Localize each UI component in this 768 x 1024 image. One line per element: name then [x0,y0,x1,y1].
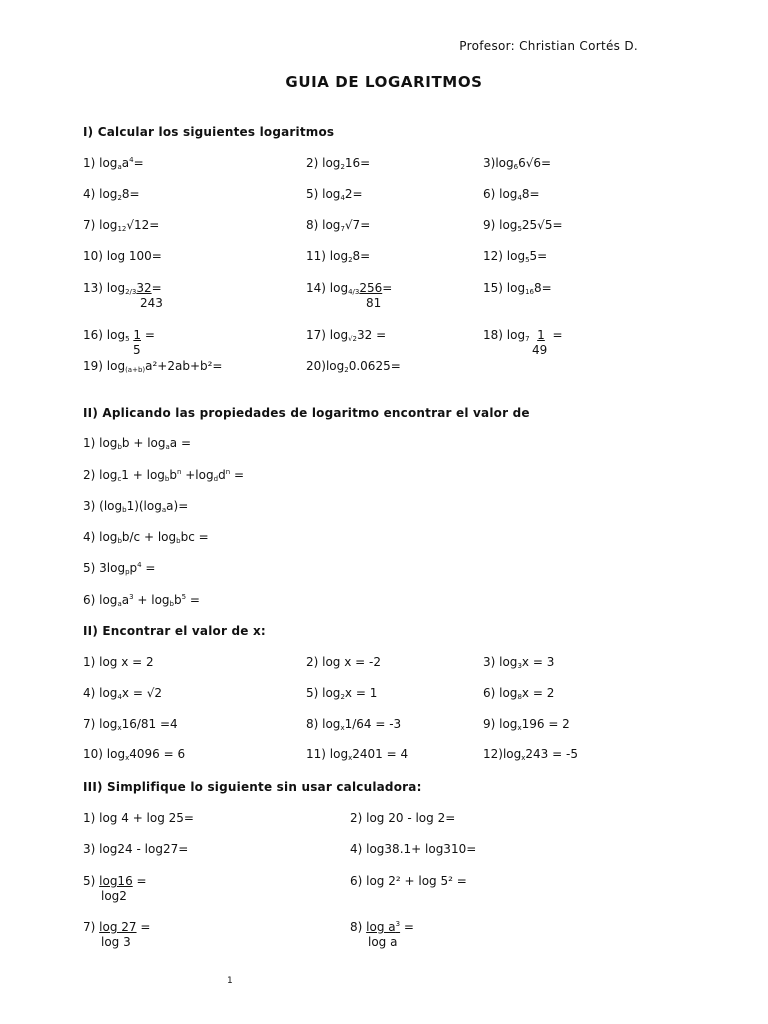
page-number: 1 [227,976,233,986]
s1-item-5: 5) $\log_42=$ [306,187,363,202]
s3-item-5: 5) $\log_2x = 1$ [306,686,378,701]
s1-item-18: 18) $\log_7 1$ = [483,328,563,343]
s4-item-4: 4) log38.1+ log310= [350,842,477,856]
s1-item-10: 10) log 100= [83,249,162,263]
section-1-heading: I) Calcular los siguientes logaritmos [83,125,335,139]
s4-item-8: 8) $\log a^3$ = [350,920,414,934]
s4-item-7-denominator: log 3 [101,935,131,949]
s4-item-6: 6) log 2² + log 5² = [350,874,467,888]
s1-item-16-denominator: 5 [133,343,141,357]
s3-item-6: 6) $\log_8x = 2$ [483,686,555,701]
s2-item-5: 5) $3\log_pp^4$ = [83,561,156,576]
s3-item-2: 2) log x = -2 [306,655,381,669]
s2-item-6: 6) $\log_aa^3 + \log_bb^5$ = [83,593,200,608]
s1-item-9: 9) $\log_525√5=$ [483,218,563,233]
s3-item-7: 7) $\log_x16/81 =4$ [83,717,178,732]
s2-item-4: 4) $\log_bb/c + \log_bbc$ = [83,530,209,545]
s3-item-9: 9) $\log_x196 = 2$ [483,717,570,732]
s3-item-11: 11) $\log_x2401 = 4$ [306,747,409,762]
s1-item-15: 15) $\log_{16}8=$ [483,281,552,296]
s3-item-8: 8) $\log_x1/64 = -3$ [306,717,402,732]
s1-item-14-denominator: 81 [366,296,382,310]
s1-item-3: $3)\log_66√6=$ [483,156,552,171]
s4-item-5-denominator: log2 [101,889,127,903]
section-4-heading: III) Simplifique lo siguiente sin usar calculadora: [83,780,422,794]
s2-item-2: 2) $\log_c1 + \log_bb^n +\log_dd^n$ = [83,468,244,483]
s1-item-17: 17) $\log_{√2}32$ = [306,328,387,343]
s4-item-7: 7) log 27 = [83,920,151,934]
s3-item-10: 10) $\log_x4096 = 6$ [83,747,186,762]
s4-item-1: 1) log 4 + log 25= [83,811,194,825]
s1-item-8: 8) $\log_7√7=$ [306,218,371,233]
s2-item-3: 3) $(\log_b1)(\log_aa)=$ [83,499,189,514]
s3-item-12: $12)\log_x243 = -5$ [483,747,578,762]
s1-item-7: 7) $\log_{12}√12=$ [83,218,160,233]
s4-item-2: 2) log 20 - log 2= [350,811,456,825]
s3-item-3: 3) $\log_3x = 3$ [483,655,555,670]
s1-item-1: 1) $\log_aa^4=$ [83,156,144,171]
page-title: GUIA DE LOGARITMOS [285,73,483,91]
s1-item-14: 14) $\log_{4/3}256=$ [306,281,393,296]
s1-item-11: 11) $\log_28=$ [306,249,371,264]
teacher-header: Profesor: Christian Cortés D. [459,39,638,53]
section-3-heading: II) Encontrar el valor de x: [83,624,266,638]
s1-item-2: 2) $\log_216=$ [306,156,371,171]
s1-item-13-denominator: 243 [140,296,163,310]
s1-item-4: 4) $\log_28=$ [83,187,140,202]
s4-item-3: 3) log24 - log27= [83,842,189,856]
s1-item-12: 12) $\log_55=$ [483,249,548,264]
s1-item-6: 6) $\log_48=$ [483,187,540,202]
s4-item-5: 5) log16 = [83,874,147,888]
section-2-heading: II) Aplicando las propiedades de logaritmo encontrar el valor de [83,406,530,420]
s1-item-20: $20)\log_20.0625=$ [306,359,401,374]
s1-item-13: 13) $\log_{2/3}32=$ [83,281,162,296]
s3-item-4: 4) $\log_4x = √2$ [83,686,162,701]
s1-item-18-denominator: 49 [532,343,548,357]
s2-item-1: 1) $\log_bb + \log_aa$ = [83,436,192,451]
s1-item-19: 19) $\log_{(a+b)}a^2+2ab+b^2=$ [83,359,223,374]
s3-item-1: 1) log x = 2 [83,655,154,669]
s1-item-16: 16) $\log_5 1$ = [83,328,155,343]
s4-item-8-denominator: log a [368,935,398,949]
